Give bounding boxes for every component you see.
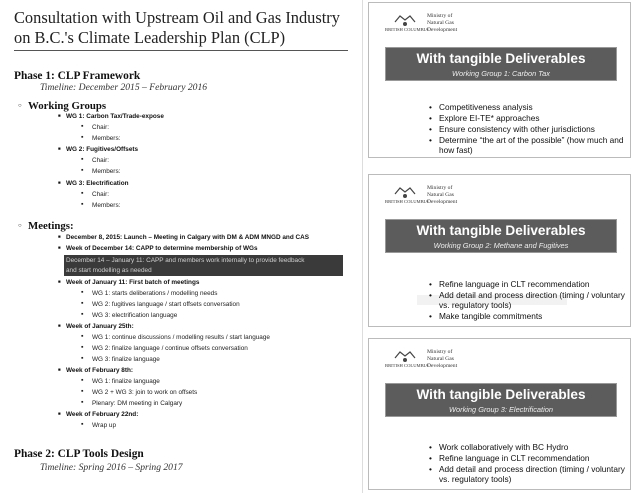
slide-title-band — [385, 47, 617, 81]
jan11-wg2: ▪ WG 2: fugitives language / start offsets conversation — [92, 301, 240, 308]
slide-title: With tangible Deliverables — [416, 387, 586, 402]
feb8-plenary: ▪ Plenary: DM meeting in Calgary — [92, 400, 182, 407]
slide-subtitle: Working Group 1: Carbon Tax — [452, 69, 550, 78]
phase2-timeline: Timeline: Spring 2016 – Spring 2017 — [40, 462, 183, 473]
jan25-wg3: ▪ WG 3: finalize language — [92, 356, 160, 363]
feb22-wrap: ▪ Wrap up — [92, 422, 116, 429]
meeting-dec14-jan11-line1: December 14 – January 11: CAPP and members work internally to provide feedback — [66, 257, 305, 264]
wg2-members: ▪ Members: — [92, 168, 120, 175]
meeting-dec8: ■ December 8, 2015: Launch – Meeting in Calgary with DM & ADM MNGD and CAS — [66, 234, 309, 241]
slide-title-band — [385, 383, 617, 417]
logo-brand: BRITISH COLUMBIA — [385, 199, 429, 204]
page-divider — [362, 0, 363, 493]
ministry-line-2: Natural Gas — [427, 356, 454, 362]
wg1-chair: ▪ Chair: — [92, 124, 109, 131]
wg2-chair: ▪ Chair: — [92, 157, 109, 164]
feb8-wg23: ▪ WG 2 + WG 3: join to work on offsets — [92, 389, 197, 396]
ministry-line-1: Ministry of — [427, 185, 453, 191]
wg1-item: ■ WG 1: Carbon Tax/Trade-expose — [66, 113, 164, 120]
slide-bullet: • Determine “the art of the possible” (how much and how fast) — [439, 135, 625, 155]
meeting-dec14: ■ Week of December 14: CAPP to determine membership of WGs — [66, 245, 258, 252]
slide-working-group-3 — [368, 338, 631, 490]
ministry-line-2: Natural Gas — [427, 192, 454, 198]
meeting-feb8: ■ Week of February 8th: — [66, 367, 133, 374]
document-title: Consultation with Upstream Oil and Gas Industry on B.C.'s Climate Leadership Plan (CLP) — [14, 8, 340, 47]
bc-logo-icon — [383, 185, 427, 211]
slide-title: With tangible Deliverables — [416, 223, 586, 238]
wg2-item: ■ WG 2: Fugitives/Offsets — [66, 146, 138, 153]
slide-subtitle: Working Group 2: Methane and Fugitives — [433, 241, 569, 250]
slide-bullet: • Work collaboratively with BC Hydro — [439, 442, 625, 452]
phase1-heading: Phase 1: CLP Framework — [14, 70, 141, 82]
jan25-wg2: ▪ WG 2: finalize language / continue offsets conversation — [92, 345, 248, 352]
ministry-line-2: Natural Gas — [427, 20, 454, 26]
jan11-wg1: ▪ WG 1: starts deliberations / modelling needs — [92, 290, 217, 297]
slide-working-group-2 — [368, 174, 631, 327]
slide-title: With tangible Deliverables — [416, 51, 586, 66]
slide-bullet: • Add detail and process direction (timing / voluntary vs. regulatory tools) — [439, 464, 625, 484]
slide-working-group-1 — [368, 2, 631, 158]
slide-bullet: • Refine language in CLT recommendation — [439, 279, 625, 289]
slide-bullet: • Ensure consistency with other jurisdictions — [439, 124, 625, 134]
title-underline — [14, 50, 348, 51]
meeting-dec14-jan11-line2: and start modelling as needed — [66, 267, 152, 274]
wg3-chair: ▪ Chair: — [92, 191, 109, 198]
wg3-item: ■ WG 3: Electrification — [66, 180, 129, 187]
slide-title-band — [385, 219, 617, 253]
ministry-line-1: Ministry of — [427, 13, 453, 19]
ministry-line-1: Ministry of — [427, 349, 453, 355]
feb8-wg1: ▪ WG 1: finalize language — [92, 378, 160, 385]
slide-bullet: • Refine language in CLT recommendation — [439, 453, 625, 463]
slide-subtitle: Working Group 3: Electrification — [449, 405, 553, 414]
slide-bullet: • Competitiveness analysis — [439, 102, 625, 112]
wg1-members: ▪ Members: — [92, 135, 120, 142]
wg3-members: ▪ Members: — [92, 202, 120, 209]
jan25-wg1: ▪ WG 1: continue discussions / modelling results / start language — [92, 334, 270, 341]
ministry-line-3: Development — [427, 199, 458, 205]
ministry-line-3: Development — [427, 27, 458, 33]
meeting-jan25: ■ Week of January 25th: — [66, 323, 134, 330]
meetings-heading: ○ Meetings: — [28, 220, 74, 232]
working-groups-heading: ○ Working Groups — [28, 100, 106, 112]
slide-bullet: • Make tangible commitments — [439, 311, 625, 321]
slide-bullet: • Explore EI-TE* approaches — [439, 113, 625, 123]
meeting-feb22: ■ Week of February 22nd: — [66, 411, 138, 418]
logo-brand: BRITISH COLUMBIA — [385, 27, 429, 32]
phase2-heading: Phase 2: CLP Tools Design — [14, 448, 144, 460]
ministry-line-3: Development — [427, 363, 458, 369]
jan11-wg3: ▪ WG 3: electrification language — [92, 312, 177, 319]
bc-logo-icon — [383, 13, 427, 39]
phase1-timeline: Timeline: December 2015 – February 2016 — [40, 82, 208, 93]
meeting-jan11: ■ Week of January 11: First batch of meetings — [66, 279, 199, 286]
logo-brand: BRITISH COLUMBIA — [385, 363, 429, 368]
bc-logo-icon — [383, 349, 427, 375]
slide-bullet: • Add detail and process direction (timing / voluntary vs. regulatory tools) — [439, 290, 625, 310]
